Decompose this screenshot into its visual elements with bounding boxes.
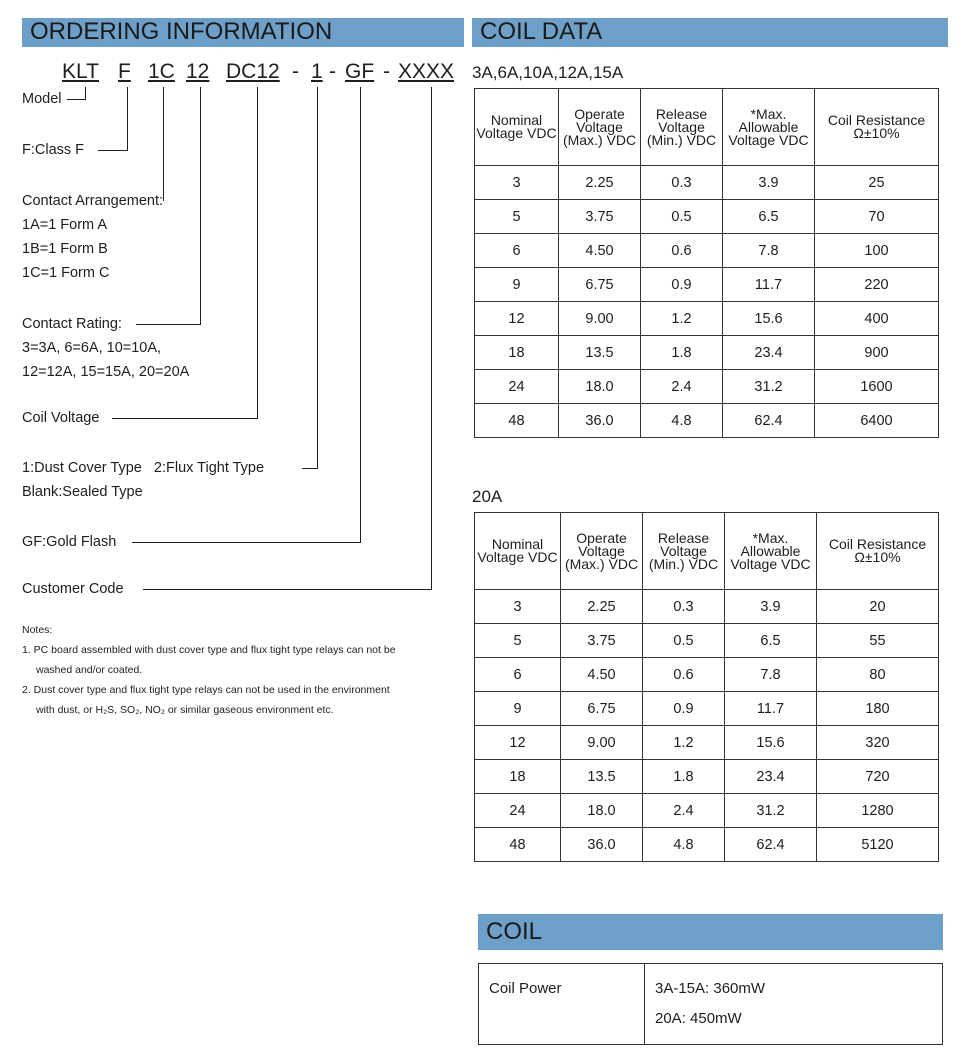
code-contact-rating: 12 [186,60,210,83]
leader-rating-v [200,87,201,325]
table-header-row [475,89,939,166]
table-cell: 720 [817,760,939,794]
leader-arrangement-v [163,87,164,201]
table-cell: 18 [475,336,559,370]
table-cell: 6400 [815,404,939,438]
table-cell: 11.7 [725,692,817,726]
label-contact-rating: Contact Rating: [22,316,122,332]
coil-data-banner [472,18,948,47]
table-row [475,234,939,268]
table-a-title: 3A,6A,10A,12A,15A [472,63,624,82]
note-1-line2: washed and/or coated. [36,664,143,676]
table-cell: 5 [475,624,561,658]
leader-goldflash-v [360,87,361,543]
coil-data-table-20a [474,512,939,862]
coil-power-values [645,964,943,1045]
header-nominal-voltage: Nominal Voltage VDC [475,89,559,166]
table-cell: 25 [815,166,939,200]
table-cell: 3 [475,590,561,624]
table-cell: 180 [817,692,939,726]
note-2-line1: 2. Dust cover type and flux tight type relays can not be used in the environment [22,684,390,696]
code-coil-voltage: DC12 [226,60,280,83]
table-cell: 13.5 [561,760,643,794]
table-row [475,658,939,692]
header-max-allowable-voltage: *Max. Allowable Voltage VDC [723,89,815,166]
table-row [475,302,939,336]
leader-model-h [67,99,85,100]
coil-power-row [479,964,943,1045]
coil-title: COIL [486,918,543,945]
table-cell: 1280 [817,794,939,828]
table-row [475,370,939,404]
table-cell: 12 [475,726,561,760]
table-cell: 3.75 [561,624,643,658]
table-cell: 36.0 [559,404,641,438]
table-cell: 20 [817,590,939,624]
coil-banner [478,914,943,950]
code-class: F [118,60,131,83]
table-cell: 48 [475,404,559,438]
table-row [475,404,939,438]
notes-title: Notes: [22,624,53,636]
label-form-b: 1B=1 Form B [22,241,108,257]
table-cell: 1.8 [641,336,723,370]
coil-power-20a: 20A: 450mW [655,1010,742,1027]
label-sealed-type: Blank:Sealed Type [22,484,143,500]
code-customer: XXXX [398,60,455,83]
leader-voltage-h [112,418,258,419]
table-cell: 11.7 [723,268,815,302]
leader-customer-h [143,589,432,590]
table-cell: 100 [815,234,939,268]
table-row [475,166,939,200]
header-release-voltage: Release Voltage (Min.) VDC [643,513,725,590]
ordering-information-banner [22,18,464,47]
table-cell: 2.25 [559,166,641,200]
header-operate-voltage: Operate Voltage (Max.) VDC [559,89,641,166]
code-model: KLT [62,60,99,83]
table-row [475,760,939,794]
table-row [475,692,939,726]
table-cell: 55 [817,624,939,658]
table-cell: 2.4 [643,794,725,828]
code-contact-arrangement: 1C [148,60,175,83]
table-cell: 62.4 [723,404,815,438]
leader-rating-h [136,324,201,325]
coil-power-label: Coil Power [479,964,645,1045]
leader-customer-v [431,87,432,590]
label-model: Model [22,91,62,107]
table-cell: 6.75 [561,692,643,726]
table-cell: 0.9 [641,268,723,302]
label-form-c: 1C=1 Form C [22,265,110,281]
table-cell: 320 [817,726,939,760]
header-max-allowable-voltage: *Max. Allowable Voltage VDC [725,513,817,590]
leader-class-v [127,87,128,151]
table-cell: 15.6 [725,726,817,760]
table-cell: 0.9 [643,692,725,726]
table-cell: 6.5 [723,200,815,234]
label-form-a: 1A=1 Form A [22,217,108,233]
table-cell: 7.8 [725,658,817,692]
label-rating-line1: 3=3A, 6=6A, 10=10A, [22,340,162,356]
table-cell: 3.9 [723,166,815,200]
table-cell: 6 [475,658,561,692]
note-2-line2: with dust, or H₂S, SO₂, NO₂ or similar gaseous environment etc. [36,704,334,716]
header-operate-voltage: Operate Voltage (Max.) VDC [561,513,643,590]
table-cell: 1600 [815,370,939,404]
code-cover-type: 1 [311,60,323,83]
table-cell: 5120 [817,828,939,862]
table-cell: 9 [475,268,559,302]
table-row [475,726,939,760]
table-cell: 70 [815,200,939,234]
table-cell: 18.0 [559,370,641,404]
table-cell: 24 [475,794,561,828]
table-cell: 36.0 [561,828,643,862]
table-cell: 23.4 [723,336,815,370]
table-cell: 4.8 [641,404,723,438]
table-cell: 3.9 [725,590,817,624]
table-cell: 23.4 [725,760,817,794]
header-coil-resistance: Coil Resistance Ω±10% [815,89,939,166]
table-header-row [475,513,939,590]
table-cell: 4.50 [561,658,643,692]
table-cell: 18.0 [561,794,643,828]
coil-data-title: COIL DATA [480,18,603,45]
table-cell: 0.3 [643,590,725,624]
table-cell: 31.2 [723,370,815,404]
table-cell: 18 [475,760,561,794]
label-contact-arrangement: Contact Arrangement: [22,193,164,209]
table-cell: 3.75 [559,200,641,234]
table-cell: 4.50 [559,234,641,268]
table-row [475,336,939,370]
table-cell: 3 [475,166,559,200]
table-row [475,268,939,302]
table-row [475,590,939,624]
label-cover-type: 1:Dust Cover Type 2:Flux Tight Type [22,460,265,476]
table-cell: 0.5 [643,624,725,658]
table-cell: 4.8 [643,828,725,862]
coil-power-table [478,963,943,1045]
table-cell: 1.2 [643,726,725,760]
table-cell: 80 [817,658,939,692]
table-cell: 48 [475,828,561,862]
header-coil-resistance: Coil Resistance Ω±10% [817,513,939,590]
table-cell: 0.5 [641,200,723,234]
table-cell: 1.2 [641,302,723,336]
table-cell: 15.6 [723,302,815,336]
ordering-information-title: ORDERING INFORMATION [30,18,333,45]
leader-class-h [98,150,127,151]
table-cell: 0.6 [641,234,723,268]
coil-data-table-3a-15a [474,88,939,438]
table-cell: 9 [475,692,561,726]
table-cell: 6.75 [559,268,641,302]
leader-voltage-v [257,87,258,419]
table-row [475,794,939,828]
leader-goldflash-h [132,542,361,543]
table-row [475,200,939,234]
code-separator: - [383,60,390,83]
table-cell: 900 [815,336,939,370]
table-b-title: 20A [472,487,503,506]
table-cell: 13.5 [559,336,641,370]
table-cell: 1.8 [643,760,725,794]
table-cell: 24 [475,370,559,404]
table-cell: 12 [475,302,559,336]
code-separator: - [329,60,336,83]
leader-model-v [85,87,86,100]
leader-type-v [317,87,318,469]
table-cell: 9.00 [561,726,643,760]
label-customer-code: Customer Code [22,581,124,597]
table-row [475,624,939,658]
label-coil-voltage: Coil Voltage [22,410,100,426]
code-gold-flash: GF [345,60,375,83]
table-cell: 220 [815,268,939,302]
table-cell: 2.25 [561,590,643,624]
label-gold-flash: GF:Gold Flash [22,534,117,550]
table-cell: 7.8 [723,234,815,268]
table-cell: 6 [475,234,559,268]
table-cell: 6.5 [725,624,817,658]
label-rating-line2: 12=12A, 15=15A, 20=20A [22,364,190,380]
table-cell: 31.2 [725,794,817,828]
coil-power-3a-15a: 3A-15A: 360mW [655,980,766,997]
table-row [475,828,939,862]
header-nominal-voltage: Nominal Voltage VDC [475,513,561,590]
table-cell: 0.6 [643,658,725,692]
notes [22,620,462,720]
table-cell: 0.3 [641,166,723,200]
code-separator: - [292,60,299,83]
table-cell: 2.4 [641,370,723,404]
table-cell: 9.00 [559,302,641,336]
table-cell: 5 [475,200,559,234]
label-class-f: F:Class F [22,142,85,158]
leader-type-h [302,468,318,469]
note-1-line1: 1. PC board assembled with dust cover type and flux tight type relays can not be [22,644,396,656]
table-cell: 62.4 [725,828,817,862]
table-cell: 400 [815,302,939,336]
header-release-voltage: Release Voltage (Min.) VDC [641,89,723,166]
